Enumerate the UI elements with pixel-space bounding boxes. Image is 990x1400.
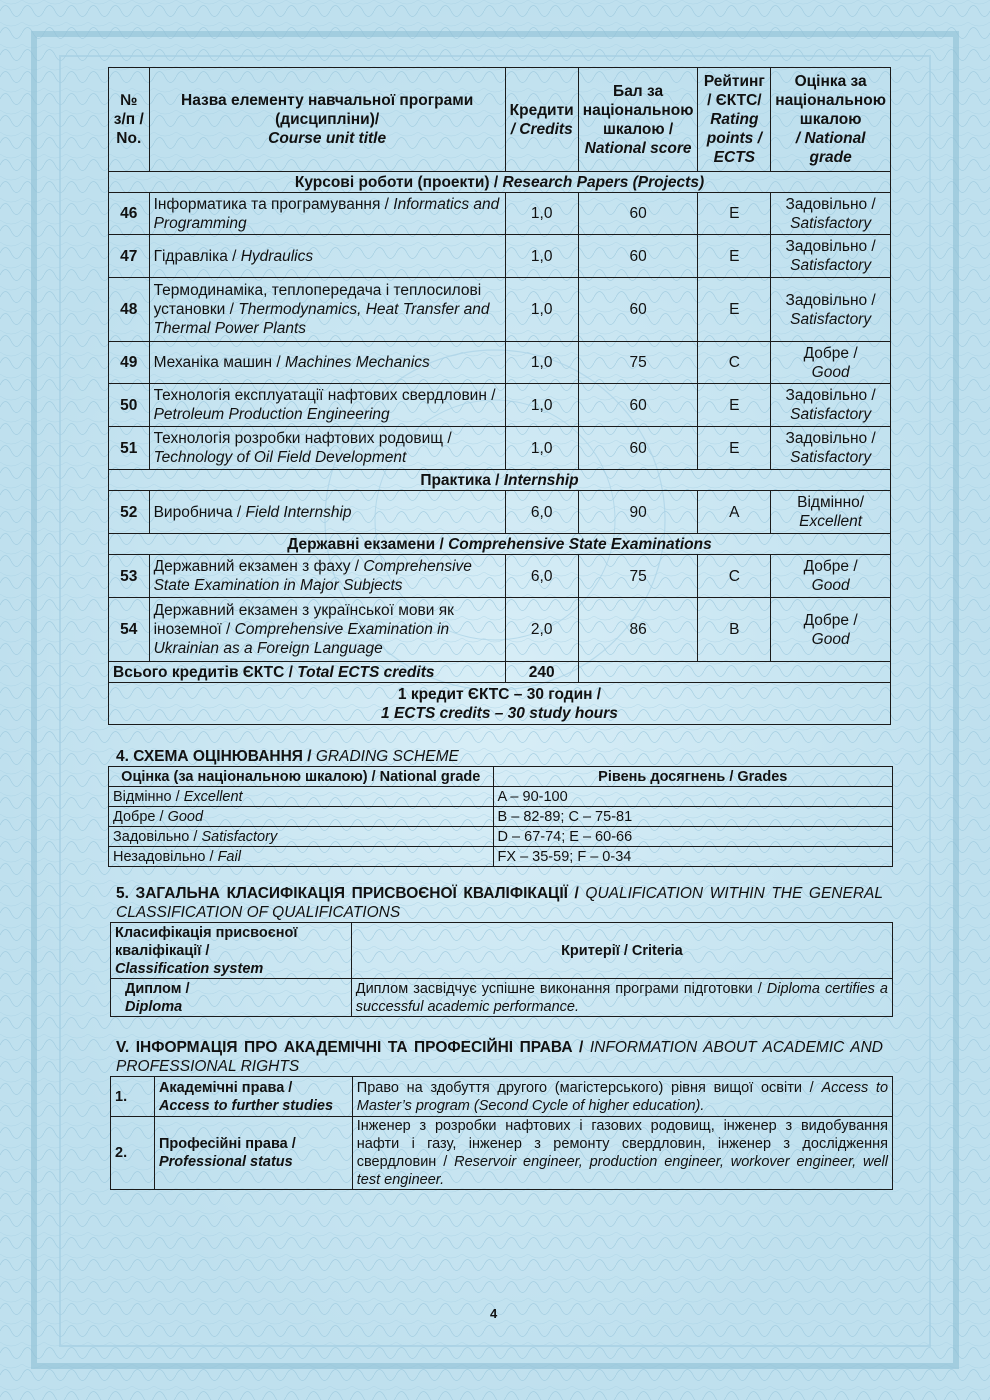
grading-col-national-grade: Оцінка (за національною шкалою) / National grade bbox=[109, 767, 494, 787]
table-row: Диплом / Diploma Диплом засвідчує успішне виконання програми підготовки / Diploma certifies a successful academic performance. bbox=[111, 979, 893, 1017]
group-header-research-papers: Курсові роботи (проекти) / Research Papers (Projects) bbox=[109, 172, 891, 193]
header-no: № з/п / No. bbox=[109, 68, 150, 172]
grading-col-grades: Рівень досягнень / Grades bbox=[493, 767, 892, 787]
table-row: 51 Технологія розробки нафтових родовищ / Technology of Oil Field Development 1,0 60 E Задовільно / Satisfactory bbox=[109, 427, 891, 470]
total-credits-row: Всього кредитів ЄКТС / Total ECTS credits 240 bbox=[109, 662, 891, 683]
grading-scheme-heading: 4. СХЕМА ОЦІНЮВАННЯ / GRADING SCHEME bbox=[116, 748, 459, 765]
rights-table bbox=[110, 1076, 893, 1190]
table-header-row bbox=[109, 68, 891, 172]
table-row: Відмінно / Excellent A – 90-100 bbox=[109, 787, 893, 807]
rights-heading: V. ІНФОРМАЦІЯ ПРО АКАДЕМІЧНІ ТА ПРОФЕСІЙНІ ПРАВА / INFORMATION ABOUT ACADEMIC AND PROFESSIONAL RIGHTS bbox=[116, 1039, 883, 1075]
group-header-state-examinations: Державні екзамени / Comprehensive State Examinations bbox=[109, 534, 891, 555]
header-credits: Кредити / Credits bbox=[505, 68, 578, 172]
table-row: 54 Державний екзамен з української мови як іноземної / Comprehensive Examination in Ukrainian as a Foreign Language 2,0 86 B Добре / Good bbox=[109, 598, 891, 662]
credit-hours-note-row: 1 кредит ЄКТС – 30 годин / 1 ECTS credits – 30 study hours bbox=[109, 683, 891, 725]
table-row: 53 Державний екзамен з фаху / Comprehensive State Examination in Major Subjects 6,0 75 C Добре / Good bbox=[109, 555, 891, 598]
table-row: 2. Професійні права / Professional status Інженер з розробки нафтових і газових родовищ, інженер з видобування нафти і газу, інженер з ремонту свердловин, інженер з дослідження свердловин / Reservoir engineer, production engineer, workover engineer, well test engineer. bbox=[111, 1117, 893, 1190]
classification-heading: 5. ЗАГАЛЬНА КЛАСИФІКАЦІЯ ПРИСВОЄНОЇ КВАЛІФІКАЦІЇ / QUALIFICATION WITHIN THE GENERAL CLASSIFICATION OF QUALIFICATIONS bbox=[116, 885, 883, 921]
header-course-title: Назва елементу навчальної програми (дисципліни)/ Course unit title bbox=[149, 68, 505, 172]
header-ects-rating: Рейтинг / ЄКТС/ Rating points / ECTS bbox=[698, 68, 771, 172]
table-row: 48 Термодинаміка, теплопередача і теплосилові установки / Thermodynamics, Heat Transfer and Thermal Power Plants 1,0 60 E Задовільно / Satisfactory bbox=[109, 278, 891, 342]
table-row: 46 Інформатика та програмування / Informatics and Programming 1,0 60 E Задовільно / Satisfactory bbox=[109, 193, 891, 235]
table-row: Задовільно / Satisfactory D – 67-74; E – 60-66 bbox=[109, 827, 893, 847]
classification-col-system: Класифікація присвоєної кваліфікації / Classification system bbox=[111, 923, 352, 979]
table-row: 47 Гідравліка / Hydraulics 1,0 60 E Задовільно / Satisfactory bbox=[109, 235, 891, 278]
table-row: 1. Академічні права / Access to further studies Право на здобуття другого (магістерського) рівня вищої освіти / Access to Master’s program (Second Cycle of higher education). bbox=[111, 1077, 893, 1117]
classification-table bbox=[110, 922, 893, 1017]
group-header-internship: Практика / Internship bbox=[109, 470, 891, 491]
page-number: 4 bbox=[490, 1306, 498, 1321]
classification-col-criteria: Критерії / Criteria bbox=[351, 923, 892, 979]
table-row: 50 Технологія експлуатації нафтових свердловин / Petroleum Production Engineering 1,0 60 E Задовільно / Satisfactory bbox=[109, 384, 891, 427]
table-row: 49 Механіка машин / Machines Mechanics 1,0 75 C Добре / Good bbox=[109, 342, 891, 384]
table-row: Незадовільно / Fail FX – 35-59; F – 0-34 bbox=[109, 847, 893, 867]
header-national-grade: Оцінка за національною шкалою / National grade bbox=[771, 68, 891, 172]
header-national-score: Бал за національною шкалою / National score bbox=[578, 68, 698, 172]
table-row: Добре / Good B – 82-89; C – 75-81 bbox=[109, 807, 893, 827]
course-units-table bbox=[108, 67, 891, 725]
table-row: 52 Виробнича / Field Internship 6,0 90 A Відмінно/ Excellent bbox=[109, 491, 891, 534]
grading-scheme-table bbox=[108, 766, 893, 867]
